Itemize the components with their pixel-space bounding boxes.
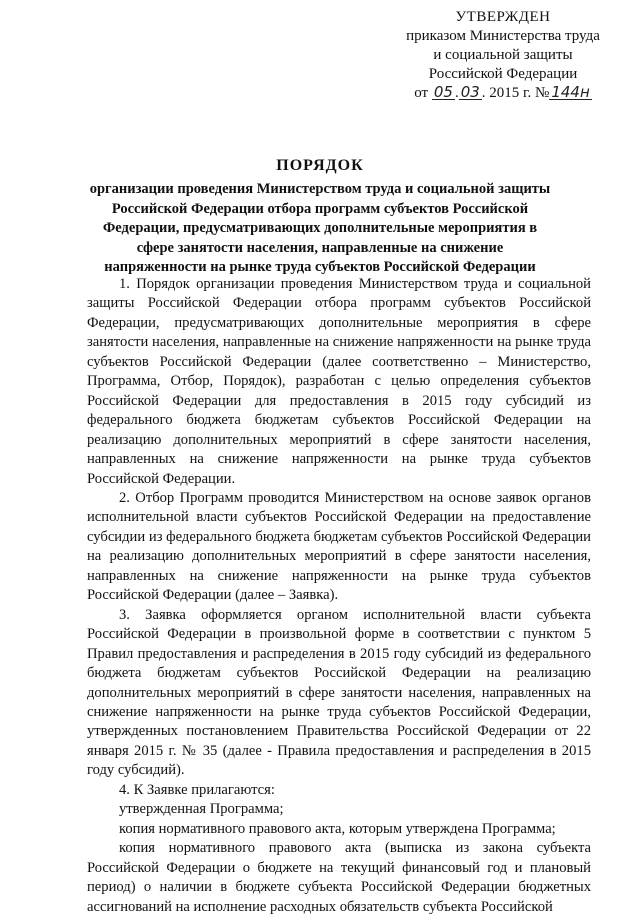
order-number: 144н	[551, 83, 590, 101]
approval-stamp	[383, 8, 623, 103]
approval-title: УТВЕРЖДЕН	[455, 9, 551, 25]
paragraph-4: 4. К Заявке прилагаются:	[119, 781, 275, 798]
paragraph-5: утвержденная Программа;	[119, 801, 284, 818]
document-title: ПОРЯДОК	[276, 157, 364, 174]
document-body	[87, 275, 591, 917]
paragraph-7: копия нормативного правового акта (выписка из закона субъекта Российской Федерации о бюджете на текущий финансовый год и плановый период) о наличии в бюджете субъекта Российской Федерации бюджетных ассигнований на исполнение расходных обязательств субъекта Российской	[87, 840, 591, 915]
date-day: 05	[433, 83, 453, 101]
approval-line-2: и социальной защиты	[433, 47, 573, 63]
paragraph-6: копия нормативного правового акта, которым утверждена Программа;	[119, 820, 556, 837]
date-month: 03	[460, 83, 480, 101]
date-year: 2015 г. №	[489, 85, 550, 101]
date-prefix: от	[414, 85, 429, 101]
approval-line-3: Российской Федерации	[428, 66, 578, 82]
paragraph-3: 3. Заявка оформляется органом исполнительной власти субъекта Российской Федерации в произвольной форме в соответствии с пунктом 5 Правил предоставления и распределения в 2015 году субсидий из федерального бюджета бюджетам субъектов Российской Федерации на реализацию дополнительных мероприятий в сфере занятости населения, направленных на снижение напряженности на рынке труда субъектов Российской Федерации, утвержденных постановлением Правительства Российской Федерации от 22 января 2015 г. № 35 (далее - Правила предоставления и распределения в 2015 году субсидий).	[87, 606, 591, 779]
paragraph-2: 2. Отбор Программ проводится Министерством на основе заявок органов исполнительной власти субъектов Российской Федерации на предоставление субсидии из федерального бюджета бюджетам субъектов Российской Федерации на реализацию дополнительных мероприятий в сфере занятости населения, направленных на снижение напряженности на рынке труда субъектов Российской Федерации (далее – Заявка).	[87, 489, 591, 604]
paragraph-1: 1. Порядок организации проведения Министерством труда и социальной защиты Российской Федерации отбора программ субъектов Российской Федерации, предусматривающих дополнительные мероприятия в сфере занятости населения, направленные на снижение напряженности на рынке труда субъектов Российской Федерации (далее соответственно – Министерство, Программа, Отбор, Порядок), разработан с целью определения субъектов Российской Федерации для предоставления в 2015 году субсидий из федерального бюджета бюджетам субъектов Российской Федерации на реализацию дополнительных мероприятий в сфере занятости населения, направленных на снижение напряженности на рынке труда субъектов Российской Федерации.	[87, 276, 591, 487]
document-heading	[84, 156, 556, 278]
document-subtitle: организации проведения Министерством труда и социальной защиты Российской Федерации отбора программ субъектов Российской Федерации, предусматривающих дополнительные мероприятия в сфере занятости населения, направленные на снижение напряженности на рынке труда субъектов Российской Федерации	[89, 181, 551, 275]
approval-date-line: от 05 . 03 . 2015 г. № 144н	[414, 83, 590, 101]
approval-line-1: приказом Министерства труда	[406, 28, 600, 44]
